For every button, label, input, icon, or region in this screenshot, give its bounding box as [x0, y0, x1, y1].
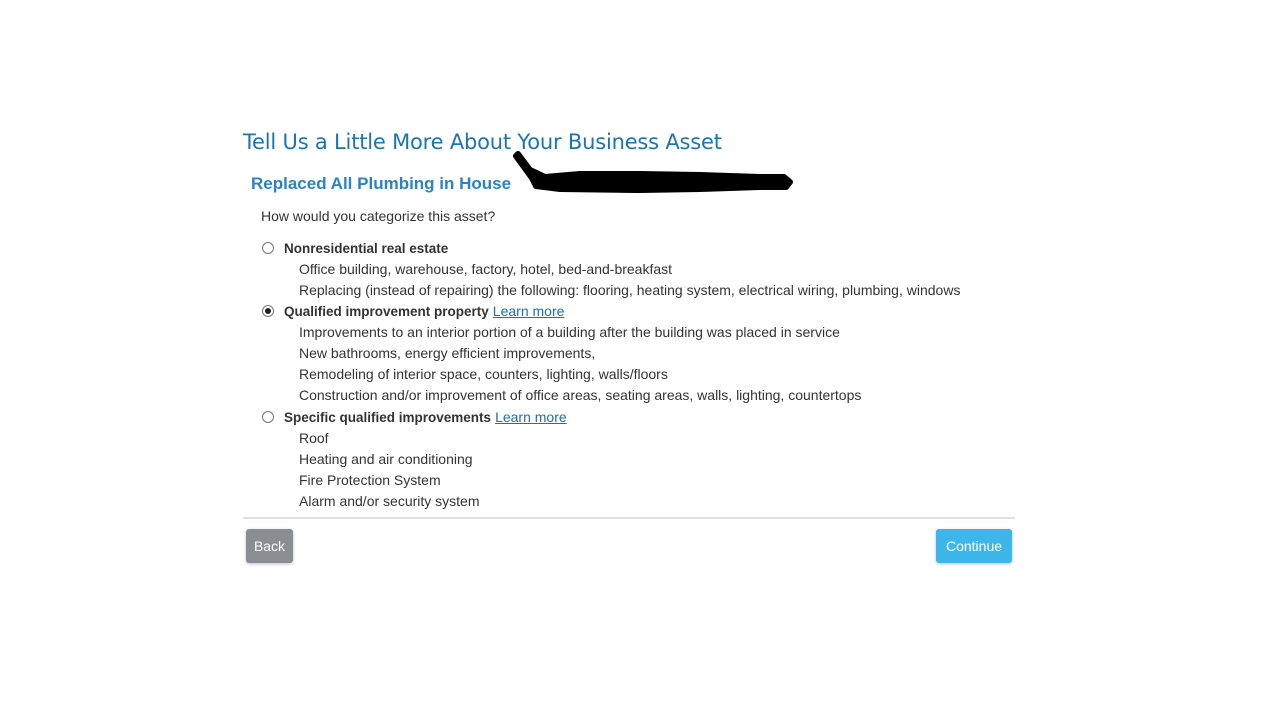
detail-item: Heating and air conditioning	[299, 451, 473, 467]
option-details	[299, 428, 567, 512]
continue-button[interactable]: Continue	[936, 529, 1012, 563]
radio-specific-qualified-improvements[interactable]	[262, 411, 274, 423]
option-details	[299, 259, 960, 301]
detail-item: Remodeling of interior space, counters, lighting, walls/floors	[299, 366, 668, 382]
asset-name: Replaced All Plumbing in House	[251, 174, 512, 193]
radio-qualified-improvement-property[interactable]	[262, 305, 274, 317]
detail-item: Replacing (instead of repairing) the following: flooring, heating system, electrical wiring, plumbing, windows	[299, 282, 961, 298]
footer-divider	[243, 517, 1015, 519]
category-question: How would you categorize this asset?	[261, 208, 496, 224]
option-label[interactable]: Specific qualified improvements	[284, 409, 492, 425]
back-button[interactable]: Back	[246, 529, 293, 563]
option-specific-qualified-improvements[interactable]	[261, 407, 567, 512]
option-label[interactable]: Qualified improvement property	[284, 303, 489, 319]
learn-more-link[interactable]: Learn more	[495, 409, 567, 425]
option-nonresidential-real-estate[interactable]	[261, 238, 960, 301]
detail-item: Office building, warehouse, factory, hotel, bed-and-breakfast	[299, 261, 673, 277]
detail-item: Construction and/or improvement of office areas, seating areas, walls, lighting, countertops	[299, 387, 862, 403]
detail-item: Alarm and/or security system	[299, 493, 480, 509]
detail-item: Roof	[299, 430, 329, 446]
option-qualified-improvement-property[interactable]	[261, 301, 861, 406]
learn-more-link[interactable]: Learn more	[492, 303, 565, 319]
option-details	[299, 322, 861, 406]
radio-nonresidential-real-estate[interactable]	[262, 242, 274, 254]
detail-item: Improvements to an interior portion of a building after the building was placed in service	[299, 324, 840, 340]
option-label[interactable]: Nonresidential real estate	[284, 240, 449, 256]
page-title: Tell Us a Little More About Your Business Asset	[243, 130, 722, 154]
detail-item: Fire Protection System	[299, 472, 441, 488]
detail-item: New bathrooms, energy efficient improvements,	[299, 345, 596, 361]
